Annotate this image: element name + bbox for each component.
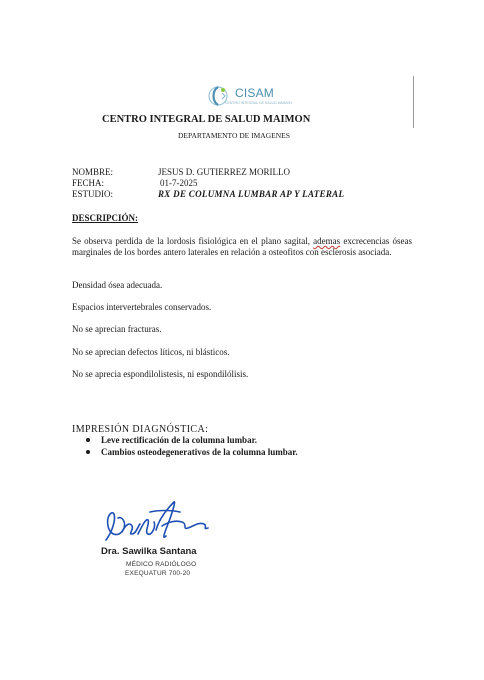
name-label: NOMBRE: [72, 167, 114, 177]
description-heading: DESCRIPCIÓN: [72, 213, 139, 223]
logo-subtext: CENTRO INTEGRAL DE SALUD MAIMON [225, 101, 292, 105]
doctor-registration: EXEQUATUR 700-20 [125, 570, 191, 577]
description-paragraph: No se aprecian defectos líticos, ni blásticos. [72, 347, 230, 357]
impression-item-text: Leve rectificación de la columna lumbar. [101, 435, 257, 445]
date-label: FECHA: [72, 178, 105, 188]
cisam-emblem-icon [206, 82, 236, 110]
impression-list [86, 435, 298, 458]
paragraph-text: excrecencias óseas marginales de los bordes antero laterales en relación a osteofitos con esclerosis asociada. [72, 236, 412, 257]
description-paragraph [72, 236, 412, 258]
study-value: RX DE COLUMNA LUMBAR AP Y LATERAL [158, 189, 345, 199]
doctor-role: MÉDICO RADIÓLOGO [126, 561, 197, 568]
bullet-icon [86, 438, 90, 442]
doctor-name: Dra. Sawilka Santana [101, 546, 197, 557]
date-value: 01-7-2025 [160, 178, 198, 188]
paragraph-text: Se observa perdida de la lordosis fisiológica en el plano sagital, [72, 236, 314, 246]
bullet-icon [86, 450, 90, 454]
cisam-logo [206, 82, 292, 110]
description-paragraph: Espacios intervertebrales conservados. [72, 302, 212, 312]
name-value: JESUS D. GUTIERREZ MORILLO [158, 167, 290, 177]
description-paragraph: No se aprecian fracturas. [72, 324, 162, 334]
impression-item-text: Cambios osteodegenerativos de la columna lumbar. [101, 446, 298, 457]
handwritten-signature [98, 496, 218, 548]
list-item [86, 435, 298, 447]
impression-heading: IMPRESIÓN DIAGNÓSTICA: [72, 424, 209, 435]
description-paragraph: Densidad ósea adecuada. [72, 280, 163, 290]
study-label: ESTUDIO: [72, 189, 113, 199]
department-name: DEPARTAMENTO DE IMAGENES [178, 131, 290, 140]
margin-divider [413, 76, 414, 128]
clinic-title: CENTRO INTEGRAL DE SALUD MAIMON [102, 114, 311, 125]
description-paragraph: No se aprecia espondilolistesis, ni espondilólisis. [72, 369, 249, 379]
logo-text: CISAM [235, 86, 275, 100]
spellcheck-flagged-word: ademas [313, 236, 341, 246]
list-item [86, 447, 298, 459]
